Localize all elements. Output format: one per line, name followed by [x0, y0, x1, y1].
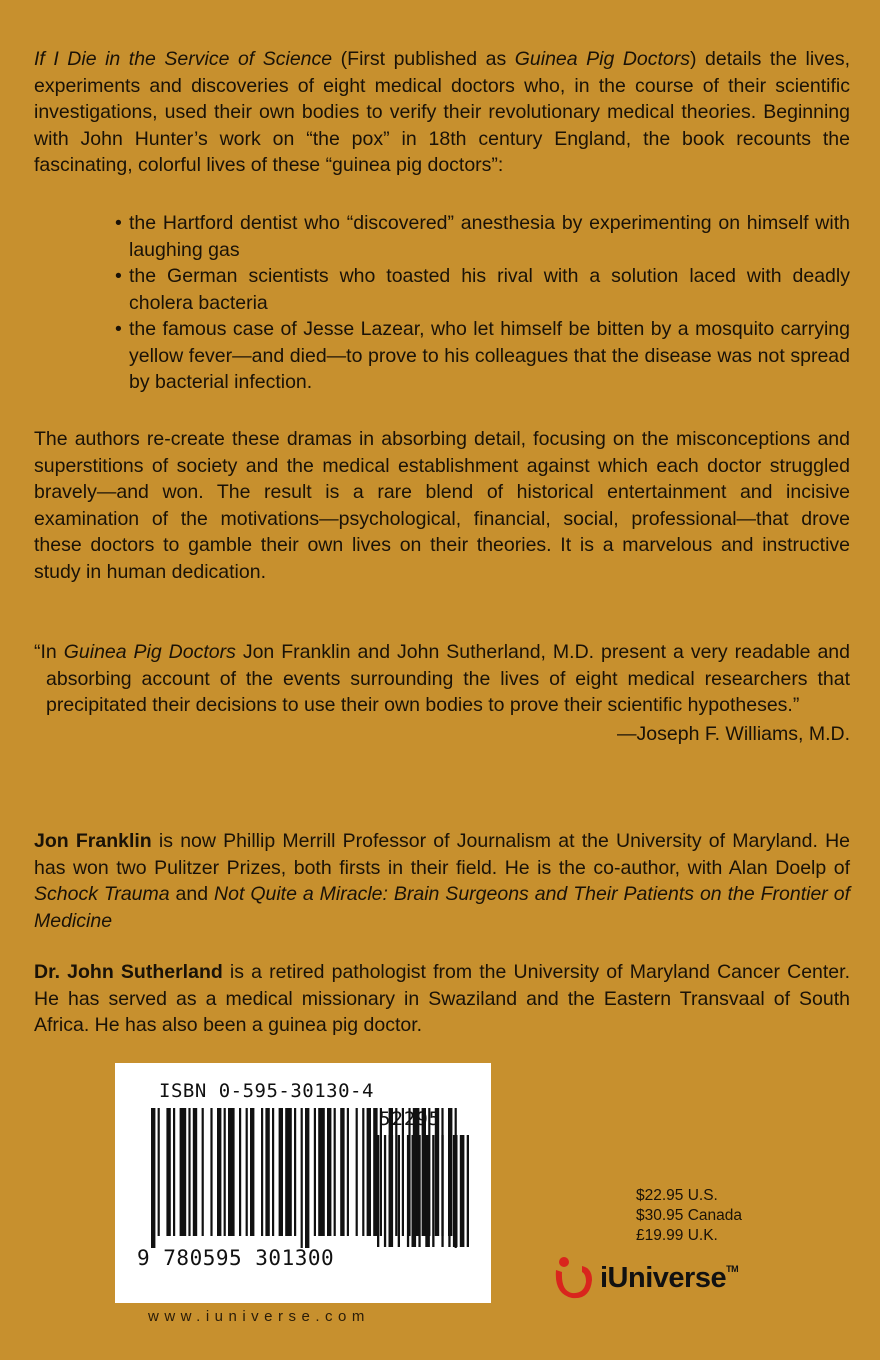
description-text: ) details the lives, experiments and discoveries of eight medical doctors who, in the course of their scientific investigations, used their own bodies to verify their revolutionary medical theories. Beginning with John Hunter’s work on “the pox” in 18th century England, the book recounts the fascinating, colorful lives of these “guinea pig doctors”:: [34, 48, 850, 176]
barcode-bar: [202, 1108, 204, 1236]
testimonial: [34, 639, 850, 747]
author-bio-sutherland: [34, 959, 850, 1039]
barcode-bar: [418, 1135, 420, 1247]
barcode-bar: [407, 1135, 409, 1247]
barcode-bar: [412, 1135, 417, 1247]
barcode-bar: [224, 1108, 226, 1236]
barcode-bar: [347, 1108, 349, 1236]
price-code: 52295: [379, 1108, 442, 1130]
barcode-bar: [398, 1135, 400, 1247]
price-list: [636, 1186, 742, 1246]
iuniverse-swirl-icon: [552, 1256, 596, 1304]
barcode-bar: [377, 1135, 379, 1247]
website-url[interactable]: www.iuniverse.com: [148, 1308, 370, 1325]
barcode-bar: [158, 1108, 160, 1236]
book-ref: Not Quite a Miracle: Brain Surgeons and Their Patients on the Frontier of Medicine: [34, 883, 851, 932]
barcode-bar: [173, 1108, 175, 1236]
former-title: Guinea Pig Doctors: [514, 48, 691, 70]
list-item: • the German scientists who toasted his rival with a solution laced with deadly cholera bacteria: [115, 263, 850, 316]
bio-text: is now Phillip Merrill Professor of Journalism at the University of Maryland. He has won two Pulitzer Prizes, both firsts in their field. He is the co-author, with Alan Doelp of: [34, 830, 850, 879]
barcode-bar: [441, 1135, 443, 1247]
barcode-bar: [250, 1108, 254, 1236]
barcode-bar: [314, 1108, 316, 1236]
barcode-bar: [367, 1108, 371, 1236]
publisher-name: [600, 1262, 738, 1295]
barcode-bar: [151, 1108, 155, 1248]
quoted-title: Guinea Pig Doctors: [63, 641, 236, 663]
highlights-list: [115, 210, 850, 396]
barcode-bar: [239, 1108, 241, 1236]
quote-open: “In: [34, 641, 64, 663]
bio-text: is a retired pathologist from the University of Maryland Cancer Center. He has served as a medical missionary in Swaziland and the Eastern Transvaal of South Africa. He has also been a guinea pig doctor.: [34, 961, 850, 1036]
book-title: If I Die in the Service of Science: [34, 48, 333, 70]
barcode-bar: [188, 1108, 190, 1236]
barcode-bar: [373, 1108, 377, 1236]
price-canada: $30.95 Canada: [636, 1207, 743, 1224]
barcode-bar: [340, 1108, 344, 1236]
barcode-panel: [115, 1063, 491, 1303]
author-bio-franklin: [34, 828, 850, 934]
barcode-bar: [265, 1108, 269, 1236]
barcode-bar: [453, 1135, 458, 1247]
barcode-bar: [210, 1108, 212, 1236]
barcode-bar: [318, 1108, 325, 1236]
price-us: $22.95 U.S.: [636, 1187, 718, 1204]
list-item: • the Hartford dentist who “discovered” anesthesia by experimenting on himself with laughing gas: [115, 210, 850, 263]
barcode-bar: [285, 1108, 292, 1236]
list-item: • the famous case of Jesse Lazear, who let himself be bitten by a mosquito carrying yellow fever—and died—to prove to his colleagues that the disease was not spread by bacterial infection.: [115, 316, 850, 396]
barcode-bar: [228, 1108, 235, 1236]
barcode-bar: [294, 1108, 296, 1236]
barcode-bar: [432, 1135, 434, 1247]
barcode-bar: [261, 1108, 263, 1236]
barcode-bar: [180, 1108, 187, 1236]
testimonial-text: [34, 639, 850, 719]
barcode-bar: [467, 1135, 469, 1247]
quote-body: Jon Franklin and John Sutherland, M.D. present a very readable and absorbing account of the events surrounding the lives of eight medical researchers that precipitated their decisions to use their own bodies to prove their scientific hypotheses.”: [46, 641, 850, 716]
barcode-bar: [389, 1135, 394, 1247]
price-uk: £19.99 U.K.: [636, 1227, 718, 1244]
barcode-bar: [272, 1108, 274, 1236]
ean-number: 9 780595 301300: [137, 1246, 335, 1270]
book-description: [34, 46, 850, 179]
author-name: Dr. John Sutherland: [34, 961, 223, 983]
barcode-bar: [327, 1108, 331, 1236]
publisher-name-text: iUniverse: [600, 1262, 727, 1294]
barcode-bar: [425, 1135, 430, 1247]
book-ref: Schock Trauma: [34, 883, 170, 905]
bio-text: and: [169, 883, 215, 905]
barcode-bar: [279, 1108, 283, 1236]
barcode-bar: [217, 1108, 221, 1236]
description-text: (First published as: [332, 48, 515, 70]
barcode-bar: [246, 1108, 248, 1236]
testimonial-attribution: —Joseph F. Williams, M.D.: [617, 722, 850, 745]
barcode-bar: [334, 1108, 336, 1236]
barcode-bar: [301, 1108, 303, 1248]
summary-paragraph: The authors re-create these dramas in absorbing detail, focusing on the misconceptions and superstitions of society and the medical establishment against which each doctor struggled bravely—and won. The result is a rare blend of historical entertainment and incisive examination of the motivations—psychological, financial, social, professional—that drove these doctors to gamble their own lives on their theories. It is a marvelous and instructive study in human dedication.: [34, 428, 850, 583]
isbn-label: ISBN 0-595-30130-4: [159, 1080, 374, 1102]
barcode-bar: [193, 1108, 197, 1236]
barcode-bar: [356, 1108, 358, 1236]
barcode-bar: [384, 1135, 386, 1247]
trademark-mark: TM: [726, 1264, 739, 1274]
author-name: Jon Franklin: [34, 830, 152, 852]
barcode-bar: [362, 1108, 364, 1236]
barcode-bar: [166, 1108, 170, 1236]
barcode-bar: [305, 1108, 309, 1248]
barcode-bar: [448, 1135, 450, 1247]
barcode-bar: [460, 1135, 465, 1247]
